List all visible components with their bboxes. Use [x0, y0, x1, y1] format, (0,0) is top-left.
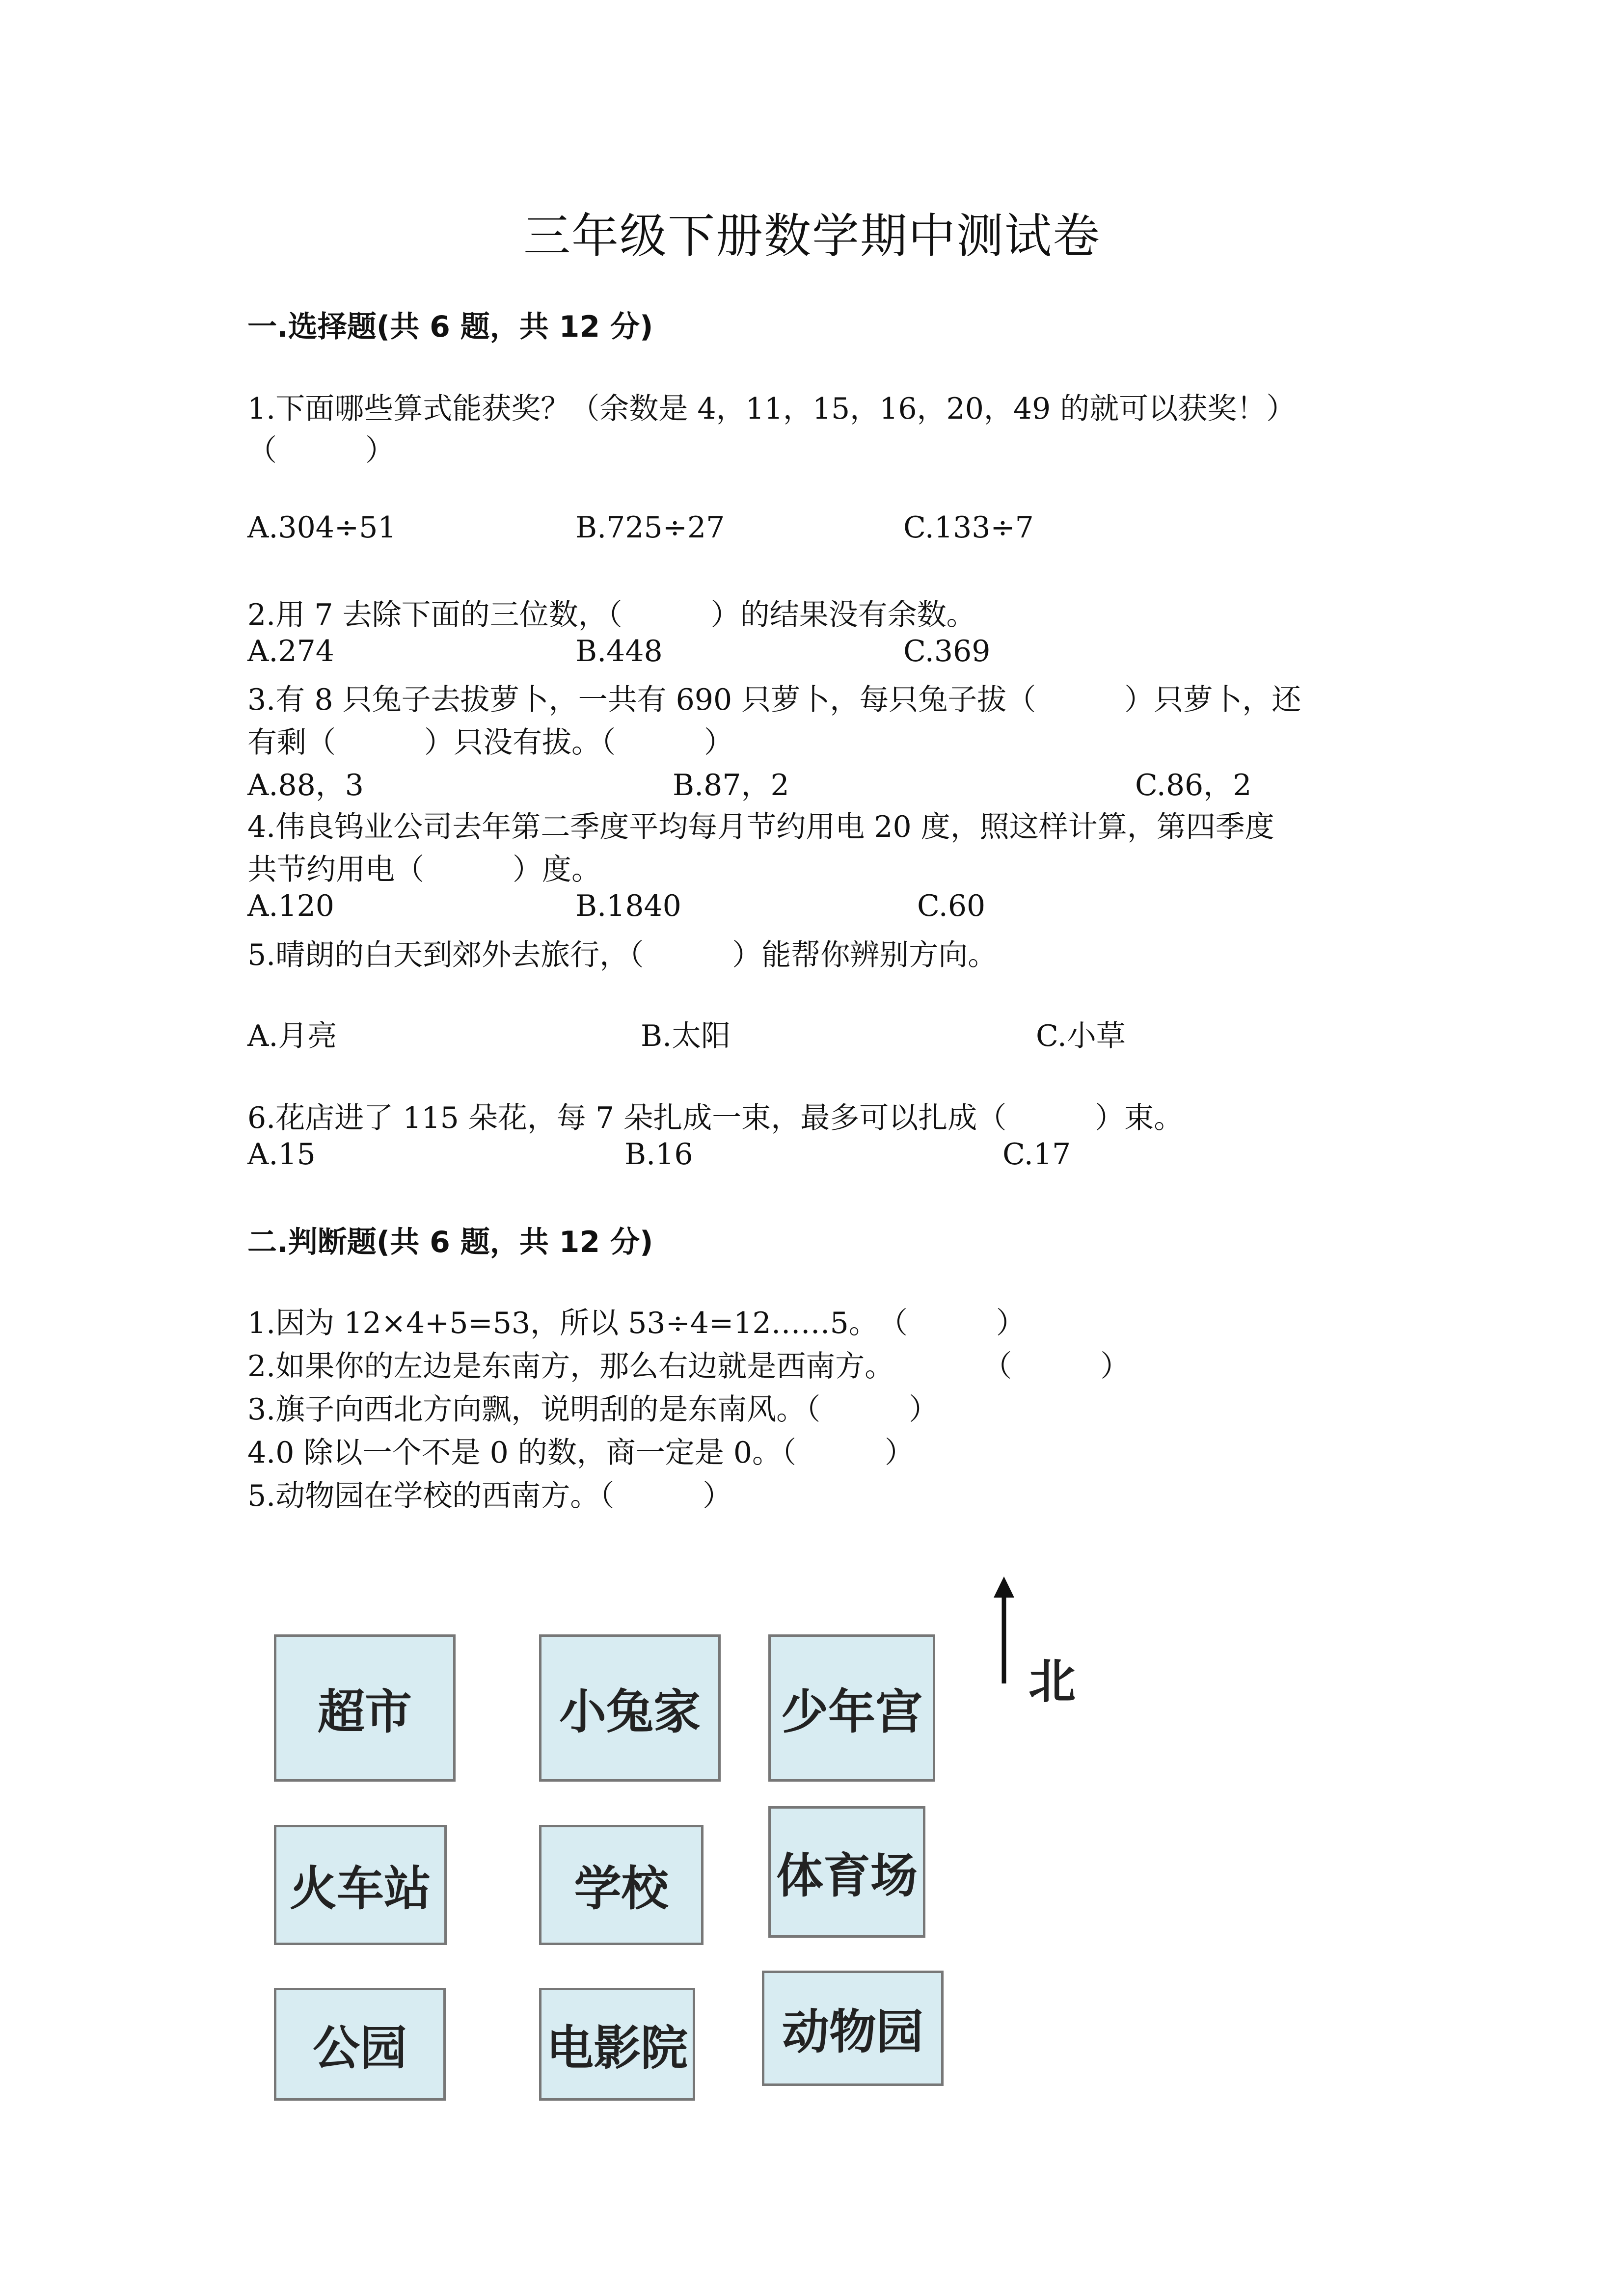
q1-option-c: C.133÷7 — [903, 510, 1034, 545]
map-place-supermarket: 超市 — [274, 1634, 456, 1782]
q6-line1: 6.花店进了 115 朵花，每 7 朵扎成一束，最多可以扎成（ ）束。 — [247, 1101, 1184, 1135]
judge-q2: 2.如果你的左边是东南方，那么右边就是西南方。 （ ） — [247, 1349, 1130, 1384]
q4-option-a: A.120 — [247, 889, 334, 923]
q5-line1: 5.晴朗的白天到郊外去旅行，（ ）能帮你辨别方向。 — [247, 938, 998, 972]
q4-option-c: C.60 — [917, 889, 986, 923]
q6-option-a: A.15 — [247, 1137, 316, 1172]
north-arrow-icon — [987, 1575, 1021, 1686]
judge-q1: 1.因为 12×4+5=53，所以 53÷4=12……5。 （ ） — [247, 1306, 1026, 1340]
q1-option-b: B.725÷27 — [575, 510, 725, 545]
map-place-rabbit-home: 小兔家 — [539, 1634, 721, 1782]
map-place-school: 学校 — [539, 1825, 704, 1945]
map-place-zoo: 动物园 — [762, 1971, 944, 2086]
section-heading-judgement: 二.判断题(共 6 题，共 12 分) — [247, 1225, 653, 1259]
q3-option-a: A.88，3 — [247, 768, 364, 802]
q3-option-c: C.86，2 — [1135, 768, 1252, 802]
q2-option-a: A.274 — [247, 634, 334, 668]
q6-option-b: B.16 — [624, 1137, 693, 1172]
q5-option-a: A.月亮 — [247, 1019, 337, 1053]
map-place-train-station: 火车站 — [274, 1825, 447, 1945]
q1-line1: 1.下面哪些算式能获奖？（余数是 4，11，15，16，20，49 的就可以获奖！） — [247, 392, 1296, 426]
q1-option-a: A.304÷51 — [247, 510, 397, 545]
q4-line2: 共节约用电（ ）度。 — [247, 853, 601, 887]
map-place-cinema: 电影院 — [539, 1988, 695, 2101]
q3-line1: 3.有 8 只兔子去拔萝卜，一共有 690 只萝卜，每只兔子拔（ ）只萝卜，还 — [247, 683, 1301, 717]
q3-line2: 有剩（ ）只没有拔。（ ） — [247, 725, 733, 760]
judge-q5: 5.动物园在学校的西南方。（ ） — [247, 1479, 732, 1513]
q3-option-b: B.87，2 — [673, 768, 789, 802]
section-heading-choice: 一.选择题(共 6 题，共 12 分) — [247, 310, 653, 344]
q6-option-c: C.17 — [1002, 1137, 1071, 1172]
q2-line1: 2.用 7 去除下面的三位数，（ ）的结果没有余数。 — [247, 598, 976, 632]
judge-q4: 4.0 除以一个不是 0 的数，商一定是 0。（ ） — [247, 1436, 915, 1470]
q4-line1: 4.伟良钨业公司去年第二季度平均每月节约用电 20 度，照这样计算，第四季度 — [247, 810, 1274, 844]
page-title: 三年级下册数学期中测试卷 — [523, 209, 1101, 264]
q4-option-b: B.1840 — [575, 889, 681, 923]
q5-option-c: C.小草 — [1036, 1019, 1126, 1053]
judge-q3: 3.旗子向西北方向飘，说明刮的是东南风。（ ） — [247, 1392, 939, 1427]
map-place-stadium: 体育场 — [768, 1806, 925, 1938]
north-label: 北 — [1029, 1654, 1076, 1709]
q2-option-c: C.369 — [903, 634, 991, 668]
q1-line2: （ ） — [247, 433, 395, 468]
map-place-youth-palace: 少年宫 — [768, 1634, 935, 1782]
map-place-park: 公园 — [274, 1988, 446, 2101]
q5-option-b: B.太阳 — [641, 1019, 731, 1053]
q2-option-b: B.448 — [575, 634, 663, 668]
